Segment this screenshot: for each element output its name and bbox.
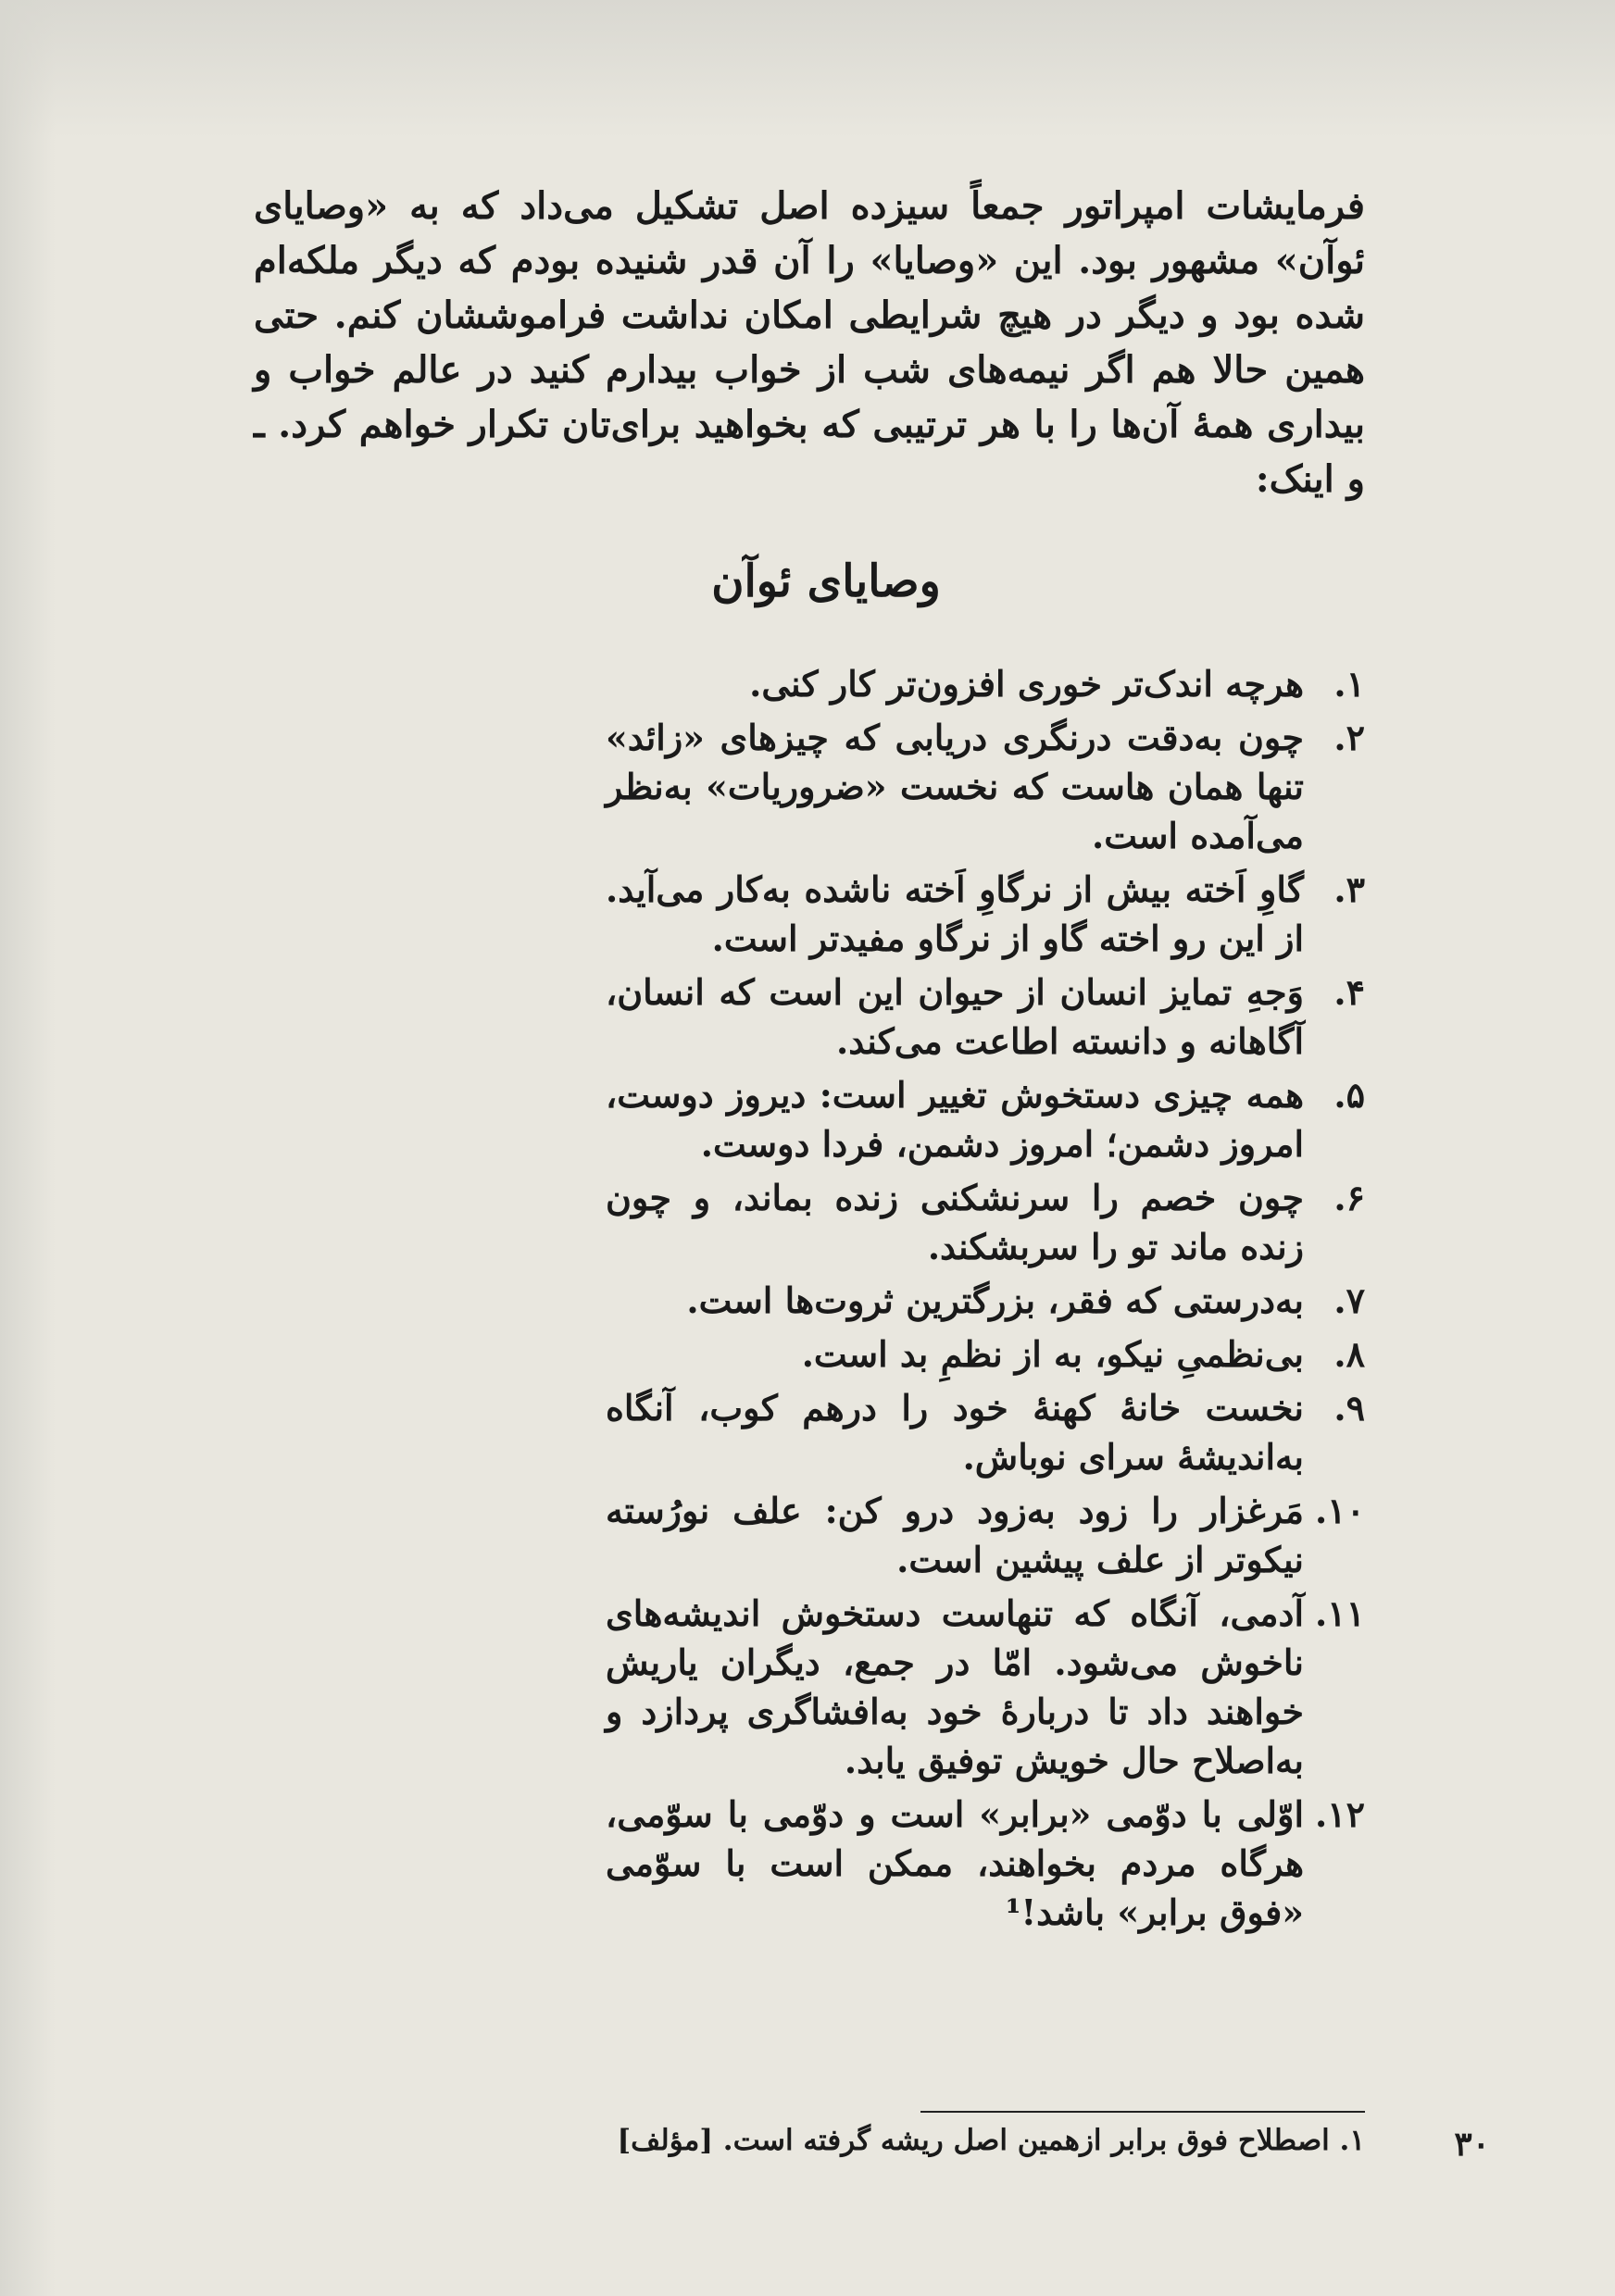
maxim-number: ۸. bbox=[1333, 1333, 1365, 1375]
maxim-text: آدمی، آنگاه که تنهاست دستخوش اندیشه‌های ناخوش می‌شود. امّا در جمع، دیگران یاریش خواهند داد تا دربارهٔ خود به‌افشاگری پردازد و به‌اصلاح حال خویش توفیق یابد. bbox=[606, 1592, 1304, 1781]
section-title: وصایای ئوآن bbox=[711, 555, 941, 607]
maxim-item bbox=[606, 713, 1365, 860]
maxim-text: اوّلی با دوّمی «برابر» است و دوّمی با سوّمی، هرگاه مردم بخواهند، ممکن است با سوّمی «فوق برابر» باشد!¹ bbox=[606, 1793, 1304, 1933]
maxim-text: نخست خانهٔ کهنهٔ خود را درهم کوب، آنگاه به‌اندیشهٔ سرای نوباش. bbox=[606, 1387, 1304, 1478]
maxim-item bbox=[606, 1589, 1365, 1785]
maxim-text: بی‌نظمیِ نیکو، به از نظمِ بد است. bbox=[801, 1333, 1304, 1375]
maxim-item bbox=[606, 659, 1365, 708]
maxim-number: ۹. bbox=[1333, 1387, 1365, 1429]
maxim-number: ۱۰. bbox=[1314, 1490, 1365, 1531]
maxim-text: همه چیزی دستخوش تغییر است: دیروز دوست، امروز دشمن؛ امروز دشمن، فردا دوست. bbox=[606, 1074, 1304, 1165]
maxim-text: وَجهِ تمایز انسان از حیوان این است که انسان، آگاهانه و دانسته اطاعت می‌کند. bbox=[606, 971, 1304, 1062]
footnote-divider bbox=[920, 2111, 1365, 2113]
maxim-number: ۱۲. bbox=[1314, 1793, 1365, 1835]
maxim-item bbox=[606, 865, 1365, 963]
intro-paragraph: فرمایشات امپراتور جمعاً سیزده اصل تشکیل می‌داد که به «وصایای ئوآن» مشهور بود. این «وصایا» را آن قدر شنیده بودم که دیگر ملکه‌ام شده بود و دیگر در هیچ شرایطی امکان نداشت فراموششان کنم. حتی همین حالا هم اگر نیمه‌های شب از خواب بیدارم کنید در عالم خواب و بیداری همهٔ آن‌ها را با هر ترتیبی که بخواهید برای‌تان تکرار خواهم کرد. ـ و اینک: bbox=[254, 184, 1365, 501]
maxim-text: چون به‌دقت درنگری دریابی که چیزهای «زائد» تنها همان هاست که نخست «ضروریات» به‌نظر می‌آمده است. bbox=[606, 717, 1304, 856]
footnote: ۱. اصطلاح فوق برابر ازهمین اصل ریشه گرفته است. [مؤلف] bbox=[617, 2124, 1365, 2157]
maxim-item bbox=[606, 1383, 1365, 1481]
maxim-number: ۷. bbox=[1333, 1279, 1365, 1321]
maxim-item bbox=[606, 1790, 1365, 1937]
maxim-text: هرچه اندک‌تر خوری افزون‌تر کار کنی. bbox=[749, 663, 1304, 705]
maxim-number: ۲. bbox=[1333, 717, 1365, 758]
maxim-number: ۵. bbox=[1333, 1074, 1365, 1116]
maxim-item bbox=[606, 1276, 1365, 1325]
maxim-number: ۱۱. bbox=[1314, 1592, 1365, 1634]
maxim-text: به‌درستی که فقر، بزرگترین ثروت‌ها است. bbox=[686, 1279, 1304, 1321]
maxim-text: چون خصم را سرنشکنی زنده بماند، و چون زنده ماند تو را سربشکند. bbox=[606, 1177, 1304, 1267]
maxim-item bbox=[606, 1329, 1365, 1379]
maxim-number: ۱. bbox=[1333, 663, 1365, 705]
maxim-text: مَرغزار را زود به‌زود درو کن: علف نورُسته نیکوتر از علف پیشین است. bbox=[606, 1490, 1304, 1580]
maxim-number: ۴. bbox=[1333, 971, 1365, 1013]
maxim-item bbox=[606, 1173, 1365, 1271]
maxims-list bbox=[606, 659, 1365, 1941]
page-number: ۳۰ bbox=[1454, 2125, 1490, 2164]
maxim-item bbox=[606, 1486, 1365, 1584]
maxim-text: گاوِ اَخته بیش از نرگاوِ اَخته ناشده به‌کار می‌آید. از این رو اخته گاو از نرگاو مفیدتر است. bbox=[606, 868, 1304, 959]
maxim-number: ۶. bbox=[1333, 1177, 1365, 1218]
maxim-item bbox=[606, 1070, 1365, 1168]
maxim-number: ۳. bbox=[1333, 868, 1365, 910]
maxim-item bbox=[606, 967, 1365, 1066]
